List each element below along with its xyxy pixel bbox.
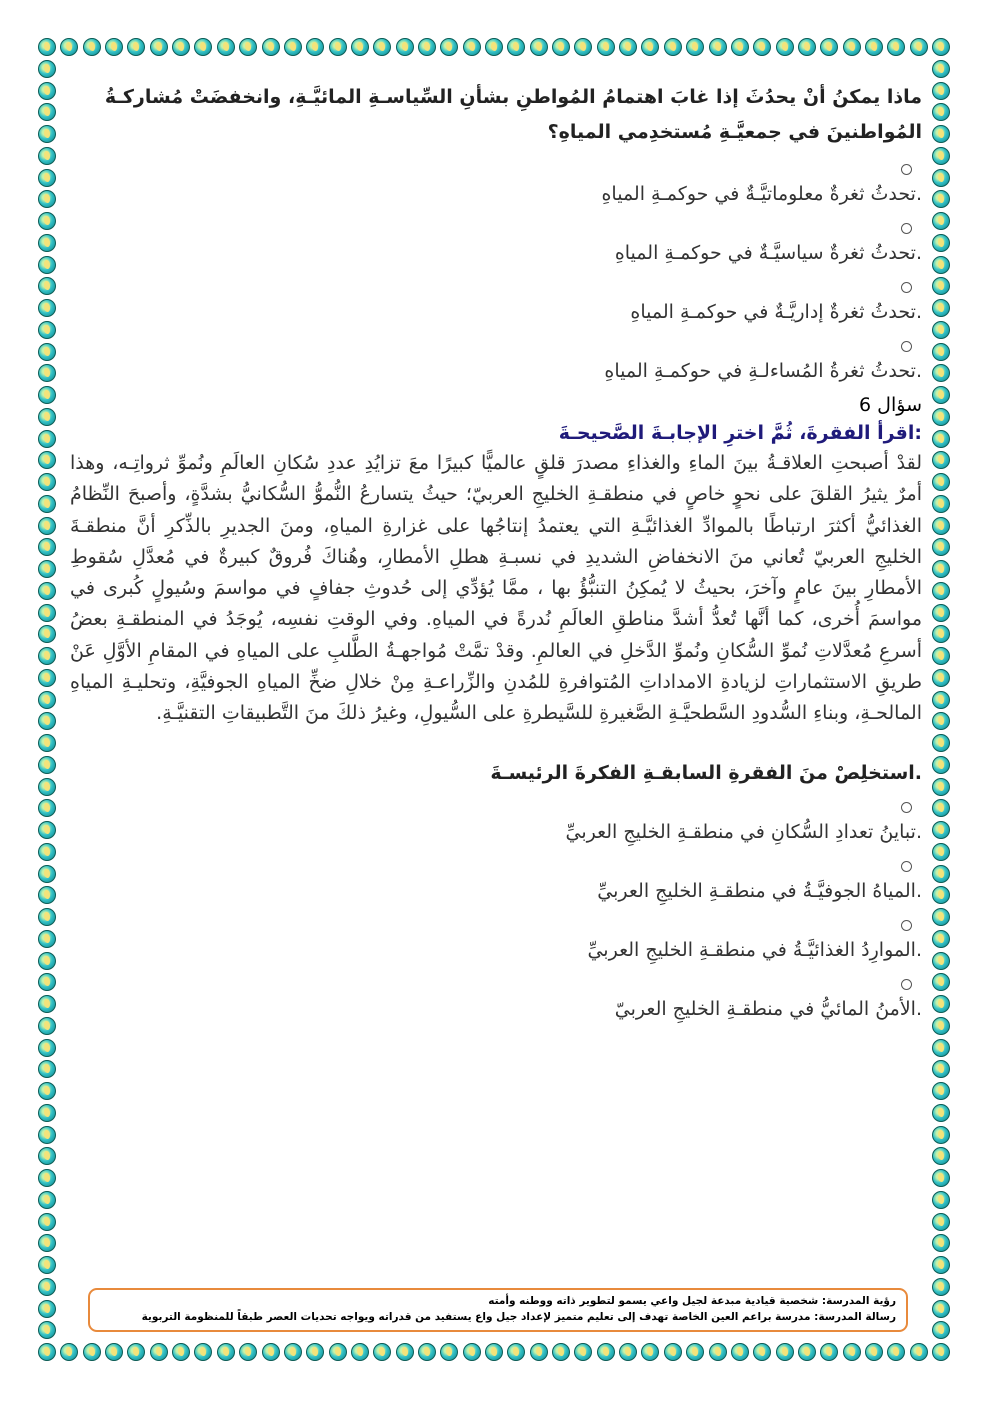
globe-icon (776, 1343, 794, 1361)
globe-icon (731, 38, 749, 56)
globe-icon (932, 212, 950, 230)
globe-icon (507, 38, 525, 56)
globe-icon (552, 1343, 570, 1361)
globe-icon (932, 1343, 950, 1361)
globe-icon (373, 38, 391, 56)
globe-icon (932, 1300, 950, 1318)
globe-icon (38, 908, 56, 926)
globe-icon (932, 952, 950, 970)
globe-icon (932, 734, 950, 752)
globe-icon (574, 1343, 592, 1361)
globe-icon (60, 1343, 78, 1361)
globe-icon (172, 38, 190, 56)
q5-option-3-label: .تحدثُ ثغرةٌ إداريَّـةٌ في حوكمـةِ المياهِ (630, 301, 922, 323)
radio-button-icon[interactable] (901, 861, 912, 872)
globe-icon (38, 1213, 56, 1231)
globe-icon (932, 190, 950, 208)
globe-icon (865, 38, 883, 56)
globe-icon (38, 538, 56, 556)
globe-icon (396, 1343, 414, 1361)
globe-icon (686, 1343, 704, 1361)
globe-icon (38, 560, 56, 578)
globe-icon (38, 778, 56, 796)
globe-icon (597, 1343, 615, 1361)
globe-icon (38, 1060, 56, 1078)
globe-icon (865, 1343, 883, 1361)
globe-icon (932, 277, 950, 295)
globe-icon (83, 1343, 101, 1361)
globe-icon (150, 38, 168, 56)
radio-button-icon[interactable] (901, 282, 912, 293)
globe-icon (932, 973, 950, 991)
globe-icon (552, 38, 570, 56)
globe-icon (887, 1343, 905, 1361)
globe-icon (38, 1278, 56, 1296)
globe-icon (306, 1343, 324, 1361)
globe-icon (284, 1343, 302, 1361)
globe-icon (932, 799, 950, 817)
globe-icon (38, 495, 56, 513)
globe-icon (641, 38, 659, 56)
globe-icon (418, 1343, 436, 1361)
globe-icon (38, 82, 56, 100)
globe-icon (932, 865, 950, 883)
globe-icon (38, 125, 56, 143)
globe-icon (38, 843, 56, 861)
globe-icon (262, 38, 280, 56)
globe-icon (351, 1343, 369, 1361)
globe-icon (932, 1147, 950, 1165)
globe-icon (932, 169, 950, 187)
globe-icon (932, 930, 950, 948)
globe-icon (932, 60, 950, 78)
globe-icon (932, 1126, 950, 1144)
q6-option-3-label: .الموارِدُ الغذائيَّـةُ في منطقـةِ الخليجِ العربيِّ (587, 938, 922, 961)
globe-icon (753, 1343, 771, 1361)
globe-icon (932, 821, 950, 839)
reading-passage: لقدْ أصبحتِ العلاقـةُ بينَ الماءِ والغذاءِ مصدرَ قلقٍ عالميًّا كبيرًا معَ تزايُدِ عددِ سُكانِ العالَمِ ونُموِّ ثرواتِـه، وهذا أمرٌ يثيرُ القلقَ على نحوٍ خاصٍ في منطقـةِ الخليجِ العربيّ؛ حيثُ يتسارعُ النُّموُّ السُّكانيُّ بشدَّةٍ، وأصبحَ النِّظامُ الغذائيُّ أكثرَ ارتباطًا بالموادِّ الغذائيَّـةِ التي يعتمدُ إنتاجُها على غزارةِ المياهِ، ومنَ الجديرِ بالذِّكرِ أنَّ منطقـةَ الخليجِ العربيّ تُعاني منَ الانخفاضِ الشديدِ في نسبـةِ هطلِ الأمطارِ، وهُناكَ فُروقٌ كبيرةٌ في مُعدَّلِ سُقوطِ الأمطارِ بينَ عامٍ وآخرَ، بحيثُ لا يُمكِنُ التنبُّؤُ بها ، ممَّا يُؤدِّي إلى حُدوثِ جفافٍ في مواسمَ وسُيولٍ كُبرى في مواسمَ أُخرى، كما أنَّها تُعدُّ أشدَّ مناطقِ العالَمِ نُدرةً في المياهِ. وفي الوقتِ نفسِه، يُوجَدُ في المنطقـةِ بعضُ أسرعِ مُعدَّلاتِ نُموِّ السُّكانِ ونُموِّ الدَّخلِ في العالمِ. وقدْ تمَّتْ مُواجهـةُ الطَّلبِ على المياهِ في المقامِ الأوَّلِ عَنْ طريقِ الاستثماراتِ لزيادةِ الامداداتِ المُتوافرةِ للمُدنِ والزِّراعـةِ مِنْ خلالِ ضخِّ المياهِ الجوفيَّةِ، وتحليـةِ المياهِ المالحـةِ، وبناءِ السُّدودِ السَّطحيَّـةِ الصَّغيرةِ للسَّيطرةِ على السُّيولِ، وغيرُ ذلكَ منَ التَّطبيقاتِ التقنيَّـةِ. (70, 452, 922, 725)
globe-icon (932, 582, 950, 600)
globe-icon (932, 38, 950, 56)
q5-option-3[interactable] (70, 282, 922, 327)
globe-icon (38, 1039, 56, 1057)
globe-icon (932, 908, 950, 926)
globe-icon (932, 103, 950, 121)
globe-icon (932, 82, 950, 100)
globe-icon (38, 60, 56, 78)
globe-icon (574, 38, 592, 56)
q6-option-2[interactable] (70, 861, 922, 906)
globe-icon (887, 38, 905, 56)
q5-option-2[interactable] (70, 223, 922, 268)
globe-icon (239, 1343, 257, 1361)
globe-icon (38, 582, 56, 600)
globe-icon (932, 473, 950, 491)
globe-icon (597, 38, 615, 56)
globe-icon (932, 625, 950, 643)
globe-icon (932, 1213, 950, 1231)
globe-icon (306, 38, 324, 56)
globe-icon (932, 125, 950, 143)
globe-icon (932, 1278, 950, 1296)
globe-icon (820, 1343, 838, 1361)
globe-icon (38, 756, 56, 774)
globe-icon (38, 952, 56, 970)
q6-option-4-label: .الأمنُ المائيُّ في منطقـةِ الخليجِ العربيّ (614, 997, 922, 1020)
globe-icon (932, 604, 950, 622)
globe-icon (239, 38, 257, 56)
globe-icon (932, 538, 950, 556)
q6-option-1[interactable] (70, 802, 922, 847)
globe-icon (932, 756, 950, 774)
question-6-instruction: :اقرأ الفقرةَ، ثُمَّ اخترِ الإجابـةَ الصَّحيحـةَ (558, 422, 922, 444)
school-footer (88, 1288, 908, 1332)
question-6-title: سؤال 6 (859, 394, 922, 416)
globe-icon (38, 1321, 56, 1339)
globe-icon (932, 886, 950, 904)
globe-icon (932, 408, 950, 426)
globe-icon (507, 1343, 525, 1361)
globe-icon (932, 1017, 950, 1035)
worksheet-content (70, 80, 922, 1288)
q6-option-3[interactable] (70, 920, 922, 965)
globe-icon (932, 691, 950, 709)
globe-icon (38, 38, 56, 56)
globe-icon (440, 1343, 458, 1361)
globe-icon (932, 1256, 950, 1274)
globe-icon (38, 821, 56, 839)
globe-icon (932, 451, 950, 469)
globe-icon (38, 364, 56, 382)
globe-icon (664, 38, 682, 56)
globe-icon (38, 147, 56, 165)
radio-button-icon[interactable] (901, 341, 912, 352)
globe-icon (932, 560, 950, 578)
globe-icon (60, 38, 78, 56)
globe-icon (932, 234, 950, 252)
globe-icon (485, 1343, 503, 1361)
globe-icon (38, 343, 56, 361)
q5-option-4-label: .تحدثُ ثغرةُ المُساءلـةِ في حوكمـةِ المياهِ (604, 360, 922, 382)
globe-icon (38, 517, 56, 535)
globe-icon (530, 38, 548, 56)
globe-icon (38, 386, 56, 404)
globe-icon (932, 1169, 950, 1187)
globe-icon (127, 38, 145, 56)
globe-icon (150, 1343, 168, 1361)
globe-icon (932, 1321, 950, 1339)
globe-icon (38, 212, 56, 230)
globe-icon (38, 473, 56, 491)
globe-icon (38, 604, 56, 622)
globe-icon (396, 38, 414, 56)
globe-icon (38, 625, 56, 643)
globe-icon (38, 451, 56, 469)
globe-icon (709, 38, 727, 56)
globe-icon (38, 1104, 56, 1122)
globe-icon (38, 190, 56, 208)
globe-icon (217, 38, 235, 56)
globe-icon (38, 799, 56, 817)
globe-icon (418, 38, 436, 56)
globe-icon (932, 256, 950, 274)
q6-option-2-label: .المياهُ الجوفيَّـةُ في منطقـةِ الخليجِ العربيِّ (597, 879, 922, 902)
globe-icon (373, 1343, 391, 1361)
q5-option-1[interactable] (70, 164, 922, 209)
globe-icon (530, 1343, 548, 1361)
globe-icon (932, 778, 950, 796)
globe-icon (932, 1191, 950, 1209)
globe-icon (932, 1082, 950, 1100)
globe-icon (38, 1126, 56, 1144)
globe-icon (932, 647, 950, 665)
globe-icon (217, 1343, 235, 1361)
globe-icon (38, 234, 56, 252)
globe-icon (664, 1343, 682, 1361)
globe-icon (485, 38, 503, 56)
globe-icon (932, 517, 950, 535)
globe-icon (753, 38, 771, 56)
globe-icon (329, 38, 347, 56)
globe-icon (709, 1343, 727, 1361)
globe-icon (910, 1343, 928, 1361)
globe-icon (38, 1343, 56, 1361)
radio-button-icon[interactable] (901, 920, 912, 931)
globe-icon (38, 1082, 56, 1100)
globe-icon (932, 321, 950, 339)
globe-icon (619, 1343, 637, 1361)
globe-icon (440, 38, 458, 56)
globe-icon (38, 277, 56, 295)
globe-icon (932, 1060, 950, 1078)
globe-icon (38, 995, 56, 1013)
globe-icon (910, 38, 928, 56)
globe-icon (619, 38, 637, 56)
globe-icon (38, 1169, 56, 1187)
globe-icon (932, 1104, 950, 1122)
radio-button-icon[interactable] (901, 164, 912, 175)
globe-icon (641, 1343, 659, 1361)
globe-icon (38, 973, 56, 991)
globe-icon (932, 1039, 950, 1057)
globe-icon (932, 712, 950, 730)
globe-icon (172, 1343, 190, 1361)
q6-option-1-label: .تباينُ تعدادِ السُّكانِ في منطقـةِ الخليجِ العربيِّ (565, 820, 922, 843)
question-6-prompt: .استخلِصْ منَ الفقرةِ السابقـةِ الفكرةَ الرئيسـةَ (490, 761, 922, 784)
globe-icon (38, 886, 56, 904)
school-vision: رؤية المدرسة: شخصية قيادية مبدعة لجيل واعي يسمو لتطوير ذاته ووطنه وأمته (488, 1295, 896, 1307)
globe-icon (38, 1256, 56, 1274)
globe-icon (932, 495, 950, 513)
radio-button-icon[interactable] (901, 979, 912, 990)
globe-icon (38, 430, 56, 448)
globe-icon (38, 865, 56, 883)
globe-icon (798, 1343, 816, 1361)
globe-icon (38, 1147, 56, 1165)
globe-icon (38, 712, 56, 730)
q6-option-4[interactable] (70, 979, 922, 1024)
globe-icon (284, 38, 302, 56)
question-5-text: ماذا يمكنُ أنْ يحدُثَ إذا غابَ اهتمامُ المُواطنِ بشأنِ السِّياسـةِ المائيَّـةِ، وانخفضَتْ مُشاركـةُ المُواطنينَ في جمعيَّـةِ مُستخدِمي المياهِ؟ (104, 86, 922, 143)
globe-icon (932, 843, 950, 861)
globe-icon (731, 1343, 749, 1361)
globe-icon (38, 408, 56, 426)
globe-icon (686, 38, 704, 56)
globe-icon (38, 669, 56, 687)
globe-icon (105, 1343, 123, 1361)
radio-button-icon[interactable] (901, 802, 912, 813)
globe-icon (38, 1017, 56, 1035)
globe-icon (38, 734, 56, 752)
q5-option-2-label: .تحدثُ ثغرةٌ سياسيَّـةٌ في حوكمـةِ المياهِ (614, 242, 922, 264)
school-mission: رسالة المدرسة: مدرسة براعم العين الخاصة تهدف إلى تعليم متميز لإعداد جيل واع يستفيد من قدراته ويواجه تحديات العصر طبقاً للمنظومة التربوية (141, 1311, 896, 1323)
globe-icon (194, 1343, 212, 1361)
globe-icon (194, 38, 212, 56)
globe-icon (932, 430, 950, 448)
globe-icon (38, 691, 56, 709)
globe-icon (38, 103, 56, 121)
globe-icon (932, 669, 950, 687)
globe-icon (463, 38, 481, 56)
globe-icon (932, 364, 950, 382)
globe-icon (932, 343, 950, 361)
globe-icon (83, 38, 101, 56)
globe-icon (38, 299, 56, 317)
globe-icon (262, 1343, 280, 1361)
globe-icon (105, 38, 123, 56)
globe-icon (463, 1343, 481, 1361)
globe-icon (127, 1343, 145, 1361)
q5-option-4[interactable] (70, 341, 922, 386)
globe-icon (932, 147, 950, 165)
globe-icon (843, 1343, 861, 1361)
globe-icon (932, 995, 950, 1013)
globe-icon (351, 38, 369, 56)
globe-icon (38, 321, 56, 339)
globe-icon (932, 386, 950, 404)
globe-icon (38, 169, 56, 187)
globe-icon (38, 930, 56, 948)
q5-option-1-label: .تحدثُ ثغرةٌ معلوماتيَّـةٌ في حوكمـةِ المياهِ (601, 183, 922, 205)
globe-icon (932, 299, 950, 317)
globe-icon (843, 38, 861, 56)
globe-icon (820, 38, 838, 56)
globe-icon (38, 1191, 56, 1209)
globe-icon (329, 1343, 347, 1361)
globe-icon (38, 256, 56, 274)
globe-icon (38, 647, 56, 665)
radio-button-icon[interactable] (901, 223, 912, 234)
globe-icon (776, 38, 794, 56)
globe-icon (932, 1234, 950, 1252)
globe-icon (798, 38, 816, 56)
globe-icon (38, 1300, 56, 1318)
globe-icon (38, 1234, 56, 1252)
